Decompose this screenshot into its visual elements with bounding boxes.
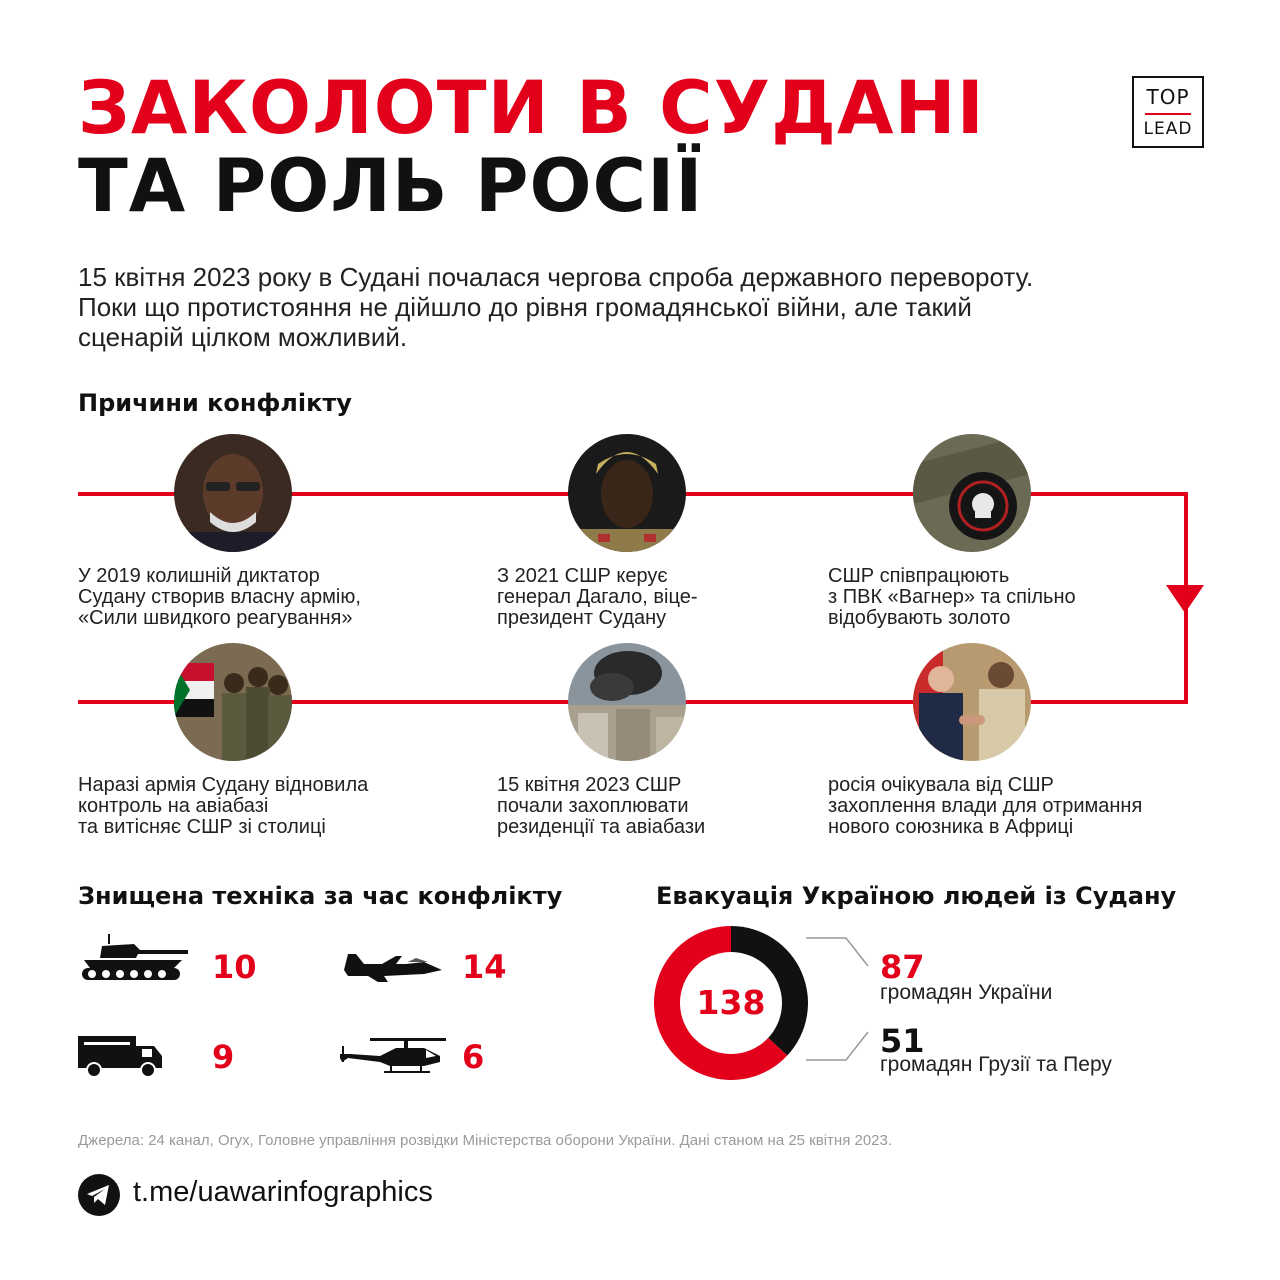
evac-ukraine-label: громадян України bbox=[880, 981, 1053, 1004]
photo-handshake bbox=[913, 643, 1031, 761]
fighter-jet-icon bbox=[344, 950, 444, 982]
sources-note: Джерела: 24 канал, Oryx, Головне управління розвідки Міністерства оборони України. Дані станом на 25 квітня 2023. bbox=[78, 1132, 893, 1149]
photo-general-dagalo bbox=[568, 434, 686, 552]
title-line-2: ТА РОЛЬ РОСІЇ bbox=[78, 144, 704, 229]
photo-sudan-army bbox=[174, 643, 292, 761]
equipment-heading: Знищена техніка за час конфлікту bbox=[78, 882, 563, 910]
evacuation-total: 138 bbox=[696, 983, 766, 1022]
evacuation-heading: Евакуація Україною людей із Судану bbox=[656, 882, 1177, 910]
fighter-jet-count: 14 bbox=[462, 948, 507, 986]
timeline-arrow-down-icon bbox=[1166, 585, 1204, 613]
telegram-icon bbox=[78, 1174, 120, 1216]
armored-truck-count: 9 bbox=[212, 1038, 235, 1076]
cause-text-2: З 2021 СШР керує генерал Дагало, віце- президент Судану bbox=[497, 565, 698, 629]
tank-count: 10 bbox=[212, 948, 257, 986]
tank-icon bbox=[78, 934, 190, 984]
photo-wagner-patch bbox=[913, 434, 1031, 552]
intro-paragraph: 15 квітня 2023 року в Судані почалася чергова спроба державного перевороту. Поки що протистояння не дійшло до рівня громадянської війни, але такий сценарій цілком можливий. bbox=[78, 262, 1034, 352]
photo-city-smoke bbox=[568, 643, 686, 761]
helicopter-count: 6 bbox=[462, 1038, 485, 1076]
cause-text-1: У 2019 колишній диктатор Судану створив власну армію, «Сили швидкого реагування» bbox=[78, 565, 361, 629]
callout-lines bbox=[806, 936, 878, 1062]
cause-text-3: СШР співпрацюють з ПВК «Вагнер» та спільно відобувають золото bbox=[828, 565, 1076, 629]
armored-truck-icon bbox=[78, 1034, 164, 1078]
top-lead-logo bbox=[1132, 76, 1204, 148]
evac-georgia-peru-label: громадян Грузії та Перу bbox=[880, 1053, 1112, 1076]
telegram-channel-link[interactable]: t.me/uawarinfographics bbox=[133, 1176, 433, 1208]
photo-former-dictator bbox=[174, 434, 292, 552]
evac-ukraine-count: 87 bbox=[880, 948, 925, 986]
title-line-1: ЗАКОЛОТИ В СУДАНІ bbox=[78, 66, 985, 151]
causes-heading: Причини конфлікту bbox=[78, 389, 352, 417]
logo-top-text: TOP bbox=[1146, 85, 1190, 109]
cause-text-5: 15 квітня 2023 СШР почали захоплювати резиденції та авіабази bbox=[497, 774, 706, 838]
helicopter-icon bbox=[340, 1036, 448, 1076]
logo-bottom-text: LEAD bbox=[1143, 119, 1193, 139]
cause-text-4: Наразі армія Судану відновила контроль на авіабазі та витісняє СШР зі столиці bbox=[78, 774, 369, 838]
cause-text-6: росія очікувала від СШР захоплення влади для отримання нового союзника в Африці bbox=[828, 774, 1143, 838]
evac-georgia-peru-count: 51 bbox=[880, 1022, 925, 1060]
logo-divider bbox=[1145, 113, 1191, 115]
